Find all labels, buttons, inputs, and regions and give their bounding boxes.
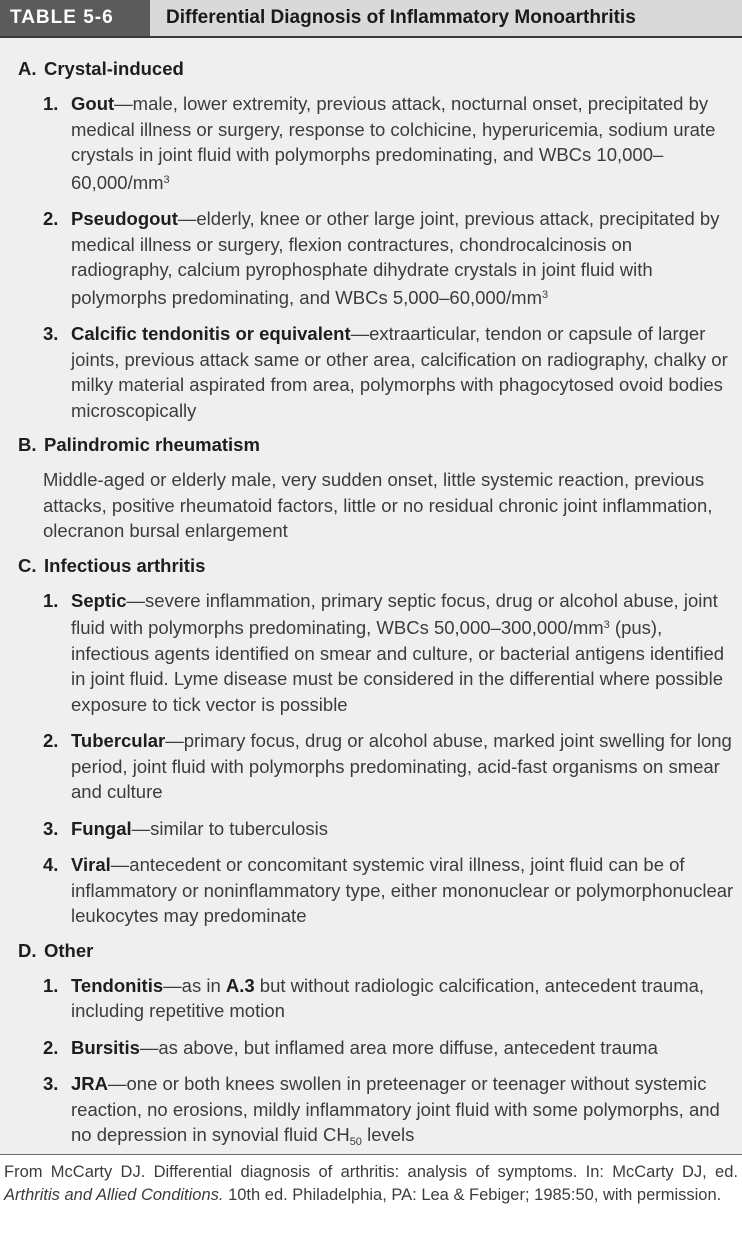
item-term: JRA bbox=[71, 1073, 109, 1094]
list-item-septic bbox=[0, 588, 734, 718]
section-title: Palindromic rheumatism bbox=[44, 434, 260, 455]
section-other bbox=[0, 940, 734, 1156]
table-body bbox=[0, 38, 742, 1155]
section-letter: A. bbox=[18, 58, 37, 79]
item-description: —male, lower extremity, previous attack, nocturnal onset, precipitated by medical illness or surgery, response to colchicine, hyperuricemia, sodium urate crystals in joint fluid with polymorphs predominating, and WBCs 10,000–60,000/mm bbox=[71, 93, 716, 193]
item-term: Tubercular bbox=[71, 730, 166, 751]
footnote-book-title: Arthritis and Allied Conditions. bbox=[4, 1186, 224, 1204]
item-number: 2. bbox=[43, 208, 59, 229]
table-label: TABLE 5-6 bbox=[0, 0, 150, 36]
list-item-jra bbox=[0, 1071, 734, 1156]
section-title: Other bbox=[44, 939, 94, 961]
superscript: 3 bbox=[163, 173, 170, 186]
item-description: —as in bbox=[163, 974, 226, 996]
item-text bbox=[71, 588, 734, 718]
item-number: 3. bbox=[43, 323, 59, 344]
item-description: —similar to tuberculosis bbox=[131, 817, 329, 839]
list-item-fungal bbox=[0, 816, 734, 842]
item-description-continued: levels bbox=[361, 1124, 415, 1145]
item-description: —elderly, knee or other large joint, previous attack, precipitated by medical illness or surgery, flexion contractures, chondrocalcinosis on radiography, calcium pyrophosphate dihydrate crystals in joint fluid with polymorphs predominating, and WBCs 5,000–60,000/mm bbox=[71, 208, 720, 308]
section-crystal-induced bbox=[0, 58, 734, 423]
item-description: —extraarticular, tendon or capsule of larger joints, previous attack same or other area, calcification on radiography, chalky or milky material aspirated from area, polymorphs with phagocytosed ovoid bodies microscopically bbox=[71, 323, 728, 421]
item-text bbox=[71, 1035, 734, 1061]
list-item-tendonitis bbox=[0, 973, 734, 1024]
item-term: Calcific tendonitis or equivalent bbox=[71, 323, 351, 344]
section-heading bbox=[0, 940, 734, 962]
list-item-bursitis bbox=[0, 1035, 734, 1061]
section-heading bbox=[0, 434, 734, 456]
item-description-continued: (pus), infectious agents identified on smear and culture, or bacterial antigens identified in joint fluid. Lyme disease must be considered in the differential where possible exposure to tick vector is possible bbox=[71, 617, 725, 715]
list-item-calcific-tendonitis bbox=[0, 321, 734, 423]
item-term: Gout bbox=[71, 93, 115, 114]
superscript: 3 bbox=[603, 619, 610, 631]
item-number: 1. bbox=[43, 93, 59, 114]
item-text bbox=[71, 206, 734, 310]
item-number: 1. bbox=[43, 974, 59, 996]
item-text bbox=[71, 321, 734, 423]
item-term: Bursitis bbox=[71, 1036, 140, 1058]
item-term: Septic bbox=[71, 589, 127, 611]
table-header bbox=[0, 0, 742, 38]
cross-reference: A.3 bbox=[225, 974, 255, 996]
item-description: —primary focus, drug or alcohol abuse, marked joint swelling for long period, joint fluid with polymorphs predominating, acid-fast organisms on smear and culture bbox=[71, 730, 732, 802]
item-term: Fungal bbox=[71, 817, 132, 839]
item-number: 3. bbox=[43, 1073, 59, 1094]
source-footnote bbox=[0, 1155, 742, 1207]
section-title: Infectious arthritis bbox=[44, 554, 206, 576]
section-title: Crystal-induced bbox=[44, 58, 184, 79]
section-letter: B. bbox=[18, 434, 37, 455]
item-text bbox=[71, 728, 734, 805]
item-text bbox=[71, 91, 734, 195]
list-item-gout bbox=[0, 91, 734, 195]
list-item-viral bbox=[0, 852, 734, 929]
section-paragraph: Middle-aged or elderly male, very sudden onset, little systemic reaction, previous attacks, positive rheumatoid factors, little or no residual chronic joint inflammation, olecranon bursal enlargement bbox=[43, 469, 713, 541]
item-description: —antecedent or concomitant systemic viral illness, joint fluid can be of inflammatory or noninflammatory type, either mononuclear or polymorphonuclear leukocytes may predominate bbox=[71, 854, 734, 926]
item-text bbox=[71, 1071, 734, 1156]
item-text bbox=[71, 973, 734, 1024]
item-text bbox=[71, 816, 734, 842]
item-description: —one or both knees swollen in preteenager or teenager without systemic reaction, no erosions, mildly inflammatory joint fluid with some polymorphs, and no depression in synovial fluid CH bbox=[71, 1073, 720, 1145]
list-item-pseudogout bbox=[0, 206, 734, 310]
item-description: —as above, but inflamed area more diffuse, antecedent trauma bbox=[139, 1036, 658, 1058]
footnote-text: From McCarty DJ. Differential diagnosis of arthritis: analysis of symptoms. In: McCarty DJ, ed. bbox=[4, 1163, 738, 1181]
item-number: 3. bbox=[43, 817, 59, 839]
item-term: Tendonitis bbox=[71, 974, 164, 996]
superscript: 3 bbox=[541, 288, 549, 301]
item-text bbox=[71, 852, 734, 929]
subscript: 50 bbox=[349, 1136, 362, 1148]
item-number: 1. bbox=[43, 589, 59, 611]
table-title: Differential Diagnosis of Inflammatory Monoarthritis bbox=[166, 7, 636, 28]
item-number: 2. bbox=[43, 1036, 59, 1058]
section-heading bbox=[0, 58, 734, 80]
section-palindromic-rheumatism bbox=[0, 434, 734, 544]
item-term: Viral bbox=[71, 854, 111, 875]
section-letter: D. bbox=[18, 939, 37, 961]
section-heading bbox=[0, 555, 734, 577]
footnote-text-continued: 10th ed. Philadelphia, PA: Lea & Febiger; 1985:50, with permission. bbox=[223, 1186, 722, 1204]
section-letter: C. bbox=[18, 554, 37, 576]
item-description: —severe inflammation, primary septic focus, drug or alcohol abuse, joint fluid with polymorphs predominating, WBCs 50,000–300,000/mm bbox=[71, 589, 718, 638]
item-number: 4. bbox=[43, 854, 59, 875]
item-term: Pseudogout bbox=[71, 208, 178, 229]
item-description-continued: but without radiologic calcification, antecedent trauma, including repetitive motion bbox=[71, 974, 705, 1021]
item-number: 2. bbox=[43, 730, 59, 751]
section-infectious-arthritis bbox=[0, 555, 734, 929]
list-item-tubercular bbox=[0, 728, 734, 805]
